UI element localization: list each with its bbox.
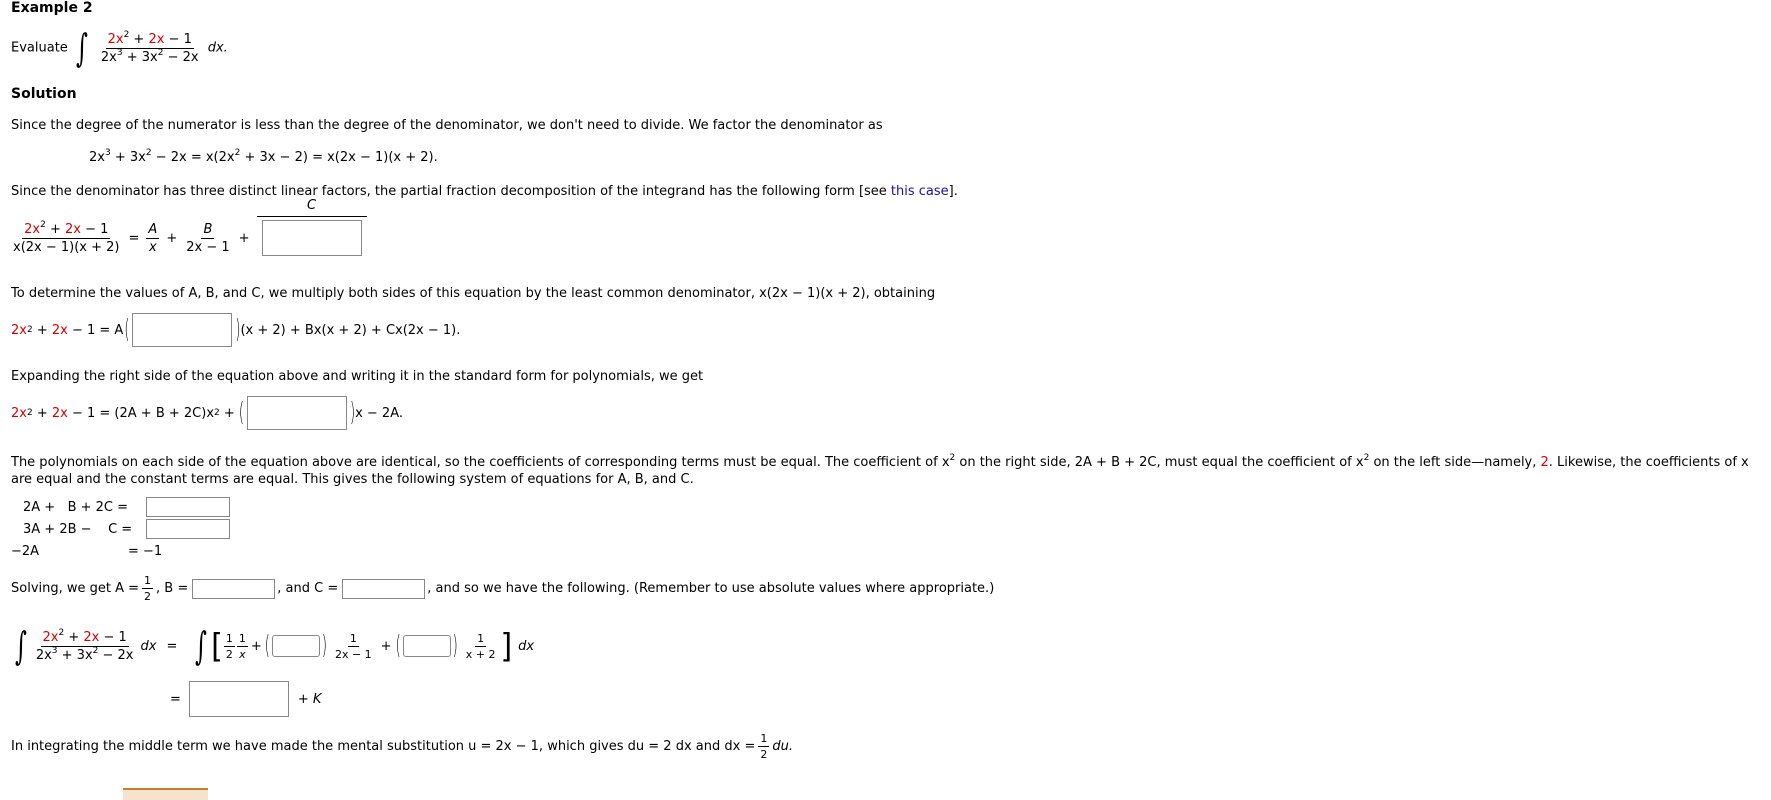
eq3-x-coefficient-input[interactable] [247, 396, 347, 430]
int-num-plus: + [64, 629, 84, 645]
system-row-1 [11, 496, 230, 518]
integral-row [11, 624, 534, 668]
pfd-num-b: 2x [64, 221, 81, 237]
int-den-a: 2x [35, 647, 52, 663]
antiderivative-input[interactable] [189, 681, 289, 717]
eq2-factor-input[interactable] [132, 313, 232, 347]
int-plus-1: + [250, 638, 262, 654]
t3-den: x + 2 [465, 647, 496, 661]
pfd-num-a: 2x [24, 221, 41, 237]
left-paren-icon: ( [238, 398, 244, 428]
half-den: 2 [225, 647, 233, 661]
int-num-a: 2x [42, 629, 59, 645]
a-value-fraction [142, 574, 153, 603]
evaluate-label: Evaluate [11, 40, 68, 56]
solution-title: Solution [11, 86, 77, 102]
num-exp: 2 [123, 29, 130, 40]
factor-a: 2x [89, 150, 105, 165]
system-row-3 [11, 540, 230, 562]
num-rest: − 1 [164, 31, 192, 47]
left-paren-icon: ( [264, 631, 270, 661]
pfd-eq: = [128, 230, 140, 246]
p5-a: The polynomials on each side of the equation above are identical, so the coefficients of corresponding terms must be equal. The coefficient of x [11, 455, 950, 470]
factor-equation [89, 150, 438, 165]
pfd-lhs-fraction [11, 219, 122, 255]
int-dx: dx [140, 638, 157, 654]
int-den-e1: 3 [51, 645, 58, 656]
b-value-input[interactable] [192, 579, 275, 599]
t2-num: 1 [349, 631, 357, 645]
c-label: , and C = [277, 581, 339, 596]
pfd-equation [11, 198, 370, 256]
factor-e3: 2 [234, 148, 241, 158]
left-paren-icon: ( [124, 315, 130, 345]
p6-post: du. [772, 739, 793, 754]
int-den-e2: 2 [92, 645, 99, 656]
factor-c: − 2x = x(2x [151, 150, 235, 165]
result-row [170, 681, 321, 717]
eq3-plus2: + [219, 405, 239, 421]
half-fraction [224, 632, 235, 661]
integral-sign-icon: ∫ [195, 624, 208, 668]
pfd-a: A [148, 221, 158, 237]
this-case-link[interactable]: this case [890, 184, 949, 199]
pfd-lhs-den: x(2x − 1)(x + 2) [13, 239, 120, 255]
t2-den: 2x − 1 [334, 647, 372, 661]
pfd-num-plus: + [45, 221, 65, 237]
paragraph-2 [11, 184, 958, 199]
left-paren-icon: ( [395, 631, 401, 661]
pfd-b-fraction [184, 222, 231, 255]
eq3-a: 2x [11, 405, 27, 421]
den-exp2: 2 [157, 47, 164, 58]
result-eq: = [170, 691, 181, 707]
integral-sign-icon: ∫ [14, 624, 27, 668]
solving-post: , and so we have the following. (Remember to use absolute values where appropriate.) [427, 581, 995, 596]
factor-e2: 2 [145, 148, 152, 158]
pfd-b: B [203, 221, 213, 237]
paragraph-1: Since the degree of the numerator is less than the degree of the denominator, we don't need to divide. We factor the denominator as [11, 118, 883, 133]
right-paren-icon: ) [235, 315, 241, 345]
inv-num: 1 [238, 631, 246, 645]
int-term3-coefficient-input[interactable] [403, 635, 451, 657]
p6-den: 2 [760, 748, 768, 761]
den-part2: + 3x [122, 49, 158, 65]
submit-button[interactable] [123, 788, 208, 800]
equation-2: 2x 2 + 2x − 1 = A ( ) (x + 2) + Bx(x + 2) + Cx(2x − 1). [11, 315, 461, 345]
system-of-equations [11, 496, 230, 562]
t3-num: 1 [477, 631, 485, 645]
system-row-2-input[interactable] [146, 519, 230, 539]
p2-after: ]. [948, 184, 958, 199]
b-label: , B = [156, 581, 189, 596]
pfd-den2: 2x − 1 [186, 239, 230, 255]
example-title: Example 2 [11, 0, 93, 16]
p6-num: 1 [760, 732, 768, 745]
pfd-c: C [257, 198, 367, 217]
int-term2-coefficient-input[interactable] [272, 635, 320, 657]
dx-label: dx. [207, 40, 228, 56]
pfd-c-denominator-input[interactable] [262, 220, 362, 256]
c-value-input[interactable] [342, 579, 425, 599]
eq3-plus: + [32, 405, 52, 421]
int-den-c: − 2x [98, 647, 134, 663]
p6-pre: In integrating the middle term we have made the mental substitution u = 2x − 1, which gives du = 2 dx and dx = [11, 739, 756, 754]
left-bracket-icon: [ [211, 626, 223, 666]
den-part1: 2x [100, 49, 117, 65]
int-num-exp: 2 [58, 627, 65, 638]
pfd-a-fraction [146, 222, 159, 255]
int-den-b: + 3x [57, 647, 93, 663]
paragraph-5-line-1 [11, 455, 1749, 470]
system-row-1-lhs: 2A + B + 2C = [23, 499, 129, 515]
right-paren-icon: ) [452, 631, 458, 661]
system-row-2-lhs: 3A + 2B − C = [23, 521, 133, 537]
solving-pre: Solving, we get A = [11, 581, 140, 596]
num-term-b: 2x [148, 31, 165, 47]
inv-x-fraction [237, 632, 248, 661]
inv-den: x [239, 647, 246, 661]
eq3-b: 2x [51, 405, 68, 421]
evaluate-row [11, 26, 228, 70]
eq2-b: 2x [51, 322, 68, 338]
eq2-a: 2x [11, 322, 27, 338]
eq3-rest: − 1 = (2A + B + 2C)x [67, 405, 215, 421]
int-num-rest: − 1 [99, 629, 127, 645]
eq3-tail: x − 2A. [355, 405, 403, 421]
right-paren-icon: ) [321, 631, 327, 661]
pfd-x: x [149, 239, 157, 255]
paragraph-4: Expanding the right side of the equation above and writing it in the standard form for polynomials, we get [11, 369, 704, 384]
num-term-a: 2x [107, 31, 124, 47]
pfd-c-fraction [257, 198, 367, 256]
paragraph-5-line-2: are equal and the constant terms are equal. This gives the following system of equations for A, B, and C. [11, 472, 694, 487]
right-bracket-icon: ] [500, 626, 513, 666]
right-paren-icon: ) [350, 398, 356, 428]
eq2-plus: + [32, 322, 52, 338]
pfd-plus-1: + [166, 230, 178, 246]
den-part3: − 2x [163, 49, 199, 65]
factor-d: + 3x − 2) = x(2x − 1)(x + 2). [240, 150, 438, 165]
plus-k: + K [297, 691, 322, 707]
a-num: 1 [144, 574, 152, 587]
den-exp1: 3 [116, 47, 123, 58]
int-eq: = [166, 638, 178, 654]
int-plus-2: + [380, 638, 392, 654]
integral-sign-icon: ∫ [75, 26, 88, 70]
system-row-2 [11, 518, 230, 540]
pfd-num-exp: 2 [40, 219, 46, 230]
int-dx2: dx [518, 638, 535, 654]
paragraph-6 [11, 732, 793, 761]
eq2-rhs: (x + 2) + Bx(x + 2) + Cx(2x − 1). [240, 322, 461, 338]
system-row-1-input[interactable] [146, 497, 230, 517]
integrand-fraction [99, 29, 201, 65]
pfd-plus-2: + [238, 230, 250, 246]
solving-row [11, 574, 994, 603]
term2-fraction [333, 632, 374, 661]
a-den: 2 [144, 590, 152, 603]
p6-fraction [758, 732, 769, 761]
p5-exp2: 2 [1363, 453, 1370, 463]
system-row-3-lhs: −2A [11, 543, 40, 559]
factor-e1: 3 [104, 148, 111, 158]
system-row-3-rhs: = −1 [128, 543, 163, 559]
p5-exp1: 2 [949, 453, 956, 463]
equation-3: 2x 2 + 2x − 1 = (2A + B + 2C)x 2 + ( ) x − 2A. [11, 398, 403, 428]
num-plus: + [129, 31, 149, 47]
half-num: 1 [225, 631, 233, 645]
term3-fraction [464, 632, 498, 661]
eq2-rest: − 1 = A [67, 322, 124, 338]
paragraph-3: To determine the values of A, B, and C, we multiply both sides of this equation by the least common denominator, x(2x − 1)(x + 2), obtaining [11, 286, 936, 301]
pfd-num-rest: − 1 [80, 221, 109, 237]
int-num-b: 2x [83, 629, 100, 645]
p5-d: . Likewise, the coefficients of x [1548, 455, 1749, 470]
p5-b: on the right side, 2A + B + 2C, must equal the coefficient of x [955, 455, 1364, 470]
p2-before: Since the denominator has three distinct linear factors, the partial fraction decomposition of the integrand has the following form [see [11, 184, 891, 199]
p5-red-value: 2 [1540, 455, 1549, 470]
integral-lhs-fraction [34, 627, 136, 663]
factor-b: + 3x [110, 150, 146, 165]
p5-c: on the left side—namely, [1369, 455, 1541, 470]
